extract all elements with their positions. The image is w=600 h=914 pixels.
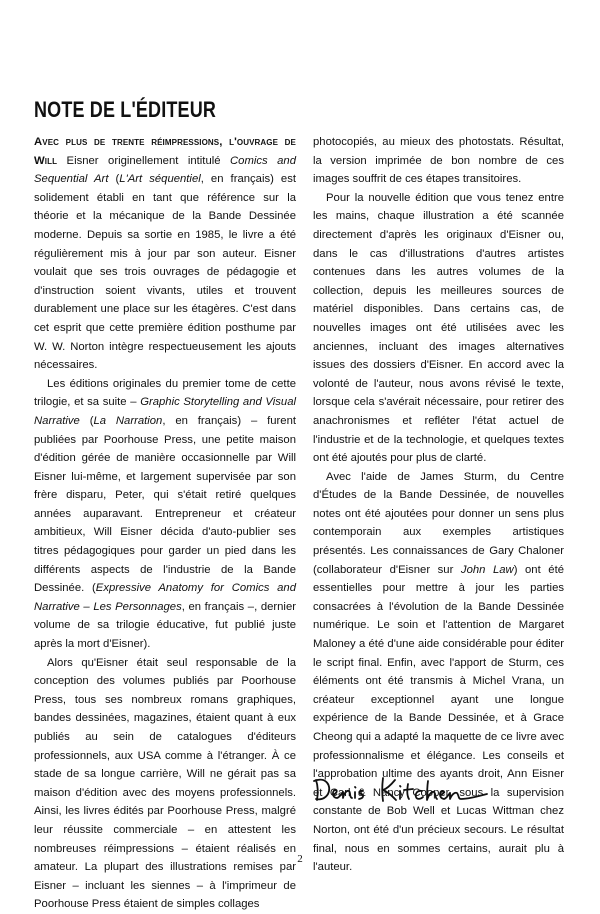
paragraph: photocopiés, au mieux des photostats. Résultat, la version imprimée de bon nombre de ces images souffrit de ces étapes transitoires. bbox=[313, 136, 564, 186]
book-title: La Narration bbox=[93, 414, 163, 427]
paragraph: Avec plus de trente réimpressions, l'ouvrage de Will Eisner originellement intitulé Comics and Sequential Art (L'Art séquentiel, en français) est solidement établi en tant que référence sur la théorie et la mécanique de la Bande Dessinée moderne. Depuis sa sortie en 1985, le livre a été régulièrement mis à jour par son auteur. Eisner voulait que ses trois ouvrages de pédagogie et d'instruction soient vivants, utiles et trouvent durablement une place sur les étagères. C'est dans cet esprit que cette première édition posthume par W. W. Norton intègre respectueusement les ajouts nécessaires. bbox=[34, 136, 296, 372]
book-title: Comics and Sequential Art bbox=[34, 154, 296, 186]
page-number: 2 bbox=[297, 853, 303, 865]
left-column bbox=[34, 133, 296, 914]
paragraph: Pour la nouvelle édition que vous tenez entre les mains, chaque illustration a été scannée directement d'après les originaux d'Eisner ou, dans le cas d'illustrations d'autres artistes contenues dans les autres volumes de la collection, depuis les meilleures sources de matériel disponibles. Dans certains cas, de nouvelles images ont été utilisées avec les anciennes, incluant des images alternatives issues des dossiers d'Eisner. En accord avec la volonté de l'auteur, nous avons révisé le texte, lorsque cela s'avérait nécessaire, pour retirer des anachronismes et refléter l'état actuel de l'industrie et de la technologie, et quelques textes ont été ajoutés pour plus de clarté. bbox=[313, 191, 564, 465]
book-title: John Law bbox=[460, 563, 514, 576]
lead-in: Avec plus de trente réimpressions, l'ouvrage de Will bbox=[34, 136, 296, 167]
handwritten-signature bbox=[312, 772, 490, 806]
paragraph: Avec l'aide de James Sturm, du Centre d'Études de la Bande Dessinée, de nouvelles notes ont été ajoutées pour donner un sens plus contemporain aux exemples artistiques présentés. Les connaissances de Gary Chaloner (collaborateur d'Eisner sur John Law) ont été essentielles pour mettre à jour les parties consacrées à l'évolution de la Bande Dessinée numérique. Le soin et l'attention de Margaret Maloney a été d'une aide considérable pour éditer le script final. Enfin, avec l'apport de Sturm, ces éléments ont été transmis à Michel Vrana, un créateur exceptionnel ayant une longue expérience de la Bande Dessinée, et à Grace Cheong qui a adapté la maquette de ce livre avec professionnalisme et élégance. Les conseils et l'approbation ultime des ayants droit, Ann Eisner et Carl & Nancy Cooper, sous la supervision constante de Bob Well et Lucas Wittman chez Norton, ont été d'un précieux secours. Le résultat final, nous en sommes certains, aurait plu à l'auteur. bbox=[313, 470, 564, 874]
page-title: NOTE DE L'ÉDITEUR bbox=[34, 97, 217, 122]
book-title: Expressive Anatomy for Comics and Narrative – Les Personnages bbox=[34, 582, 296, 613]
right-column bbox=[313, 133, 564, 877]
paragraph: Les éditions originales du premier tome de cette trilogie, et sa suite – Graphic Storytelling and Visual Narrative (La Narration, en français) – furent publiées par Poorhouse Press, une petite maison d'édition gérée de manière occasionnelle par Will Eisner lui-même, et largement supervisée par son frère disparu, Peter, qui s'était retiré quelques années auparavant. Entrepreneur et créateur ambitieux, Will Eisner décida d'auto-publier ses titres pédagogiques pour garder un pied dans les différents aspects de l'industrie de la Bande Dessinée. (Expressive Anatomy for Comics and Narrative – Les Personnages, en français –, dernier volume de sa trilogie éducative, fut publié juste après la mort d'Eisner). bbox=[34, 377, 296, 651]
book-title: Graphic Storytelling and Visual Narrative bbox=[34, 396, 296, 427]
paragraph: Alors qu'Eisner était seul responsable de la conception des volumes publiés par Poorhouse Press, tous ses nombreux romans graphiques, bandes dessinées, magazines, étaient quant à eux publiés au sein de catalogues d'éditeurs professionnels, aux USA comme à l'étranger. À ce stade de sa longue carrière, Will ne gérait pas sa maison d'édition avec des moyens professionnels. Ainsi, les livres édités par Poorhouse Press, malgré leur réussite commerciale – en attestent les nombreuses réimpressions – étaient réalisés en amateur. La plupart des illustrations remises par Eisner – incluant les siennes – à l'imprimeur de Poorhouse Press étaient de simples collages bbox=[34, 656, 296, 911]
book-title: L'Art séquentiel bbox=[119, 173, 201, 186]
